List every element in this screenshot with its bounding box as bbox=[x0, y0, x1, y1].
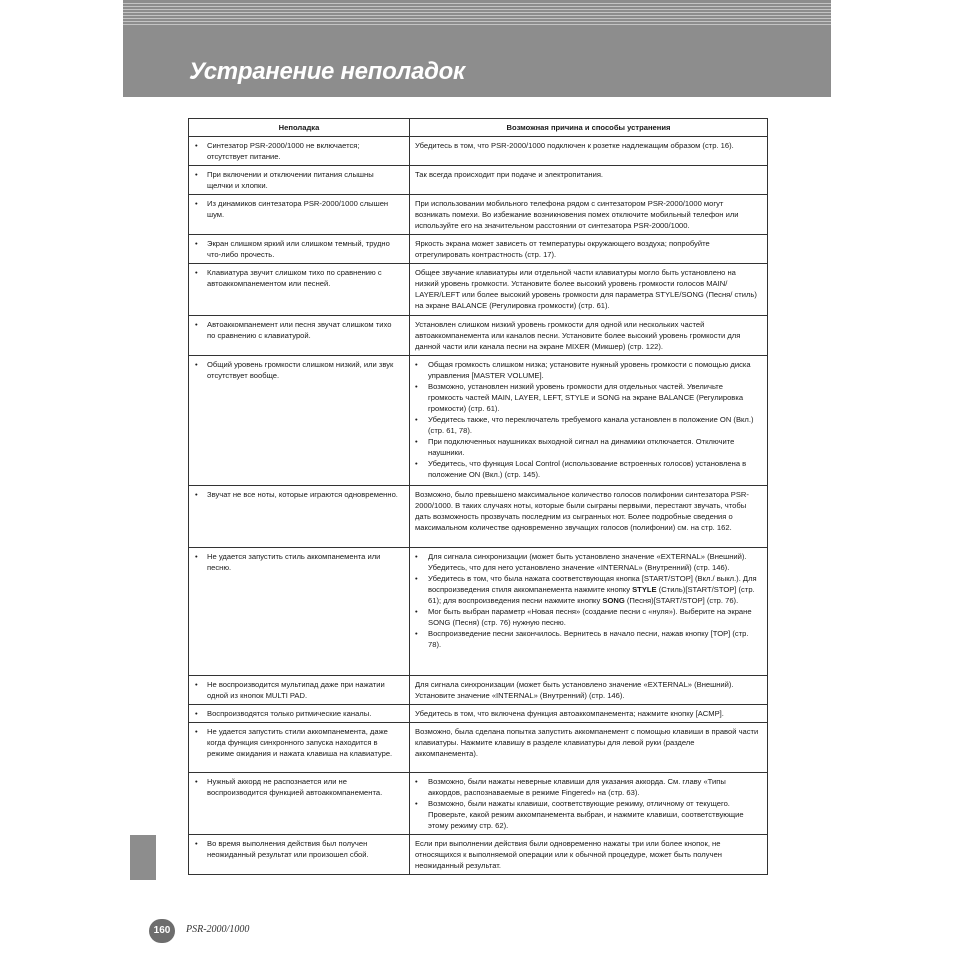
problem-text: Синтезатор PSR-2000/1000 не включается; отсутствует питание. bbox=[207, 141, 360, 161]
problem-text: Экран слишком яркий или слишком темный, трудно что-либо прочесть. bbox=[207, 239, 390, 259]
bullet-icon: • bbox=[195, 320, 198, 329]
list-item: • Воспроизведение песни закончилось. Вернитесь в начало песни, нажав кнопку [TOP] (стр. 78). bbox=[415, 629, 749, 649]
list-item: • Убедитесь в том, что была нажата соответствующая кнопка [START/STOP] (Вкл./ выкл.). Для воспроизведения стиля аккомпанемента нажмите кнопку STYLE (Стиль)[START/STOP] (стр. 61); для воспроизведения песни нажмите кнопку SONG (Песня)[START/STOP] (стр. 76). bbox=[415, 574, 757, 605]
table-row bbox=[189, 676, 768, 705]
bullet-icon: • bbox=[195, 199, 198, 208]
footer-model-name: PSR-2000/1000 bbox=[186, 924, 250, 935]
bullet-icon: • bbox=[195, 360, 198, 369]
problem-text: Общий уровень громкости слишком низкий, или звук отсутствует вообще. bbox=[207, 360, 394, 380]
problem-text: Из динамиков синтезатора PSR-2000/1000 слышен шум. bbox=[207, 199, 389, 219]
bullet-icon: • bbox=[195, 490, 198, 499]
solution-text: Установлен слишком низкий уровень громкости для одной или нескольких частей автоаккомпанемента или каналов песни. Установите более высокий уровень громкости для данной части или канала песни на экране MIXER (Микшер) (стр. 122). bbox=[410, 316, 768, 356]
problem-text: Автоаккомпанемент или песня звучат слишком тихо по сравнению с клавиатурой. bbox=[207, 320, 392, 340]
table-row bbox=[189, 835, 768, 875]
problem-text: Нужный аккорд не распознается или не воспроизводится функцией автоаккомпанемента. bbox=[207, 777, 383, 797]
list-item: • Возможно, установлен низкий уровень громкости для отдельных частей. Увеличьте громкость частей MAIN, LAYER, LEFT, STYLE и SONG на экране BALANCE (Регулировка громкости) (стр. 61). bbox=[415, 382, 744, 413]
table-row bbox=[189, 548, 768, 676]
bullet-icon: • bbox=[195, 268, 198, 277]
solution-text: При использовании мобильного телефона рядом с синтезатором PSR-2000/1000 могут возникать помехи. Во избежание возникновения помех отключите мобильный телефон или используйте его на значительном расстоянии от синтезатора PSR-2000/1000. bbox=[410, 195, 768, 235]
table-row bbox=[189, 195, 768, 235]
bullet-icon: • bbox=[195, 727, 198, 736]
list-item: • Мог быть выбран параметр «Новая песня» (создание песни с «нуля»). Выберите на экране SONG (Песня) (стр. 76) нужную песню. bbox=[415, 607, 752, 627]
problem-text: Не воспроизводится мультипад даже при нажатии одной из кнопок MULTI PAD. bbox=[207, 680, 385, 700]
section-tab bbox=[130, 835, 156, 880]
header-band bbox=[123, 0, 831, 97]
page-title: Устранение неполадок bbox=[189, 58, 465, 85]
column-header-solution: Возможная причина и способы устранения bbox=[410, 119, 768, 137]
table-row bbox=[189, 316, 768, 356]
solution-text: Убедитесь в том, что PSR-2000/1000 подключен к розетке надлежащим образом (стр. 16). bbox=[410, 137, 768, 166]
solution-text: Яркость экрана может зависеть от температуры окружающего воздуха; попробуйте отрегулировать контрастность (стр. 17). bbox=[410, 235, 768, 264]
table-row bbox=[189, 486, 768, 548]
problem-text: При включении и отключении питания слышны щелчки и хлопки. bbox=[207, 170, 374, 190]
bullet-icon: • bbox=[195, 239, 198, 248]
table-header-row bbox=[189, 119, 768, 137]
header-decoration bbox=[123, 0, 831, 28]
solution-text: Возможно, было превышено максимальное количество голосов полифонии синтезатора PSR-2000/1000. В таких случаях ноты, которые были сыграны первыми, перестают звучать, чтобы дать возможность прозвучать последним из сыгранных нот. Более подробные сведения о максимальном количестве одновременно звучащих голосов (полифонии) см. на стр. 162. bbox=[410, 486, 768, 548]
solution-text: Общее звучание клавиатуры или отдельной части клавиатуры могло быть установлено на низкий уровень громкости. Установите более высокий уровень громкости голосов MAIN/ LAYER/LEFT или более высокий уровень громкости для параметра STYLE/SONG (Песня/ стиль) на экране BALANCE (Регулировка громкости) (стр. 61). bbox=[410, 264, 768, 316]
table-row bbox=[189, 356, 768, 486]
bullet-icon: • bbox=[195, 141, 198, 150]
problem-text: Клавиатура звучит слишком тихо по сравнению с автоаккомпанементом или песней. bbox=[207, 268, 382, 288]
problem-text: Не удается запустить стиль аккомпанемента или песню. bbox=[207, 552, 381, 572]
problem-text: Воспроизводятся только ритмические каналы. bbox=[207, 709, 372, 718]
solution-text: Возможно, была сделана попытка запустить аккомпанемент с помощью клавиши в правой части клавиатуры. Нажмите клавишу в разделе клавиатуры для левой руки (разделе аккомпанемента). bbox=[410, 723, 768, 773]
solution-text: Так всегда происходит при подаче и электропитания. bbox=[410, 166, 768, 195]
list-item: • Убедитесь также, что переключатель требуемого канала установлен в положение ON (Вкл.) (стр. 61, 78). bbox=[415, 415, 754, 435]
table-row bbox=[189, 723, 768, 773]
troubleshooting-table bbox=[188, 118, 768, 875]
bullet-icon: • bbox=[195, 777, 198, 786]
bullet-icon: • bbox=[195, 552, 198, 561]
list-item: • Возможно, были нажаты неверные клавиши для указания аккорда. См. главу «Типы аккордов, распознаваемые в режиме Fingered» на (стр. 63). bbox=[415, 777, 726, 797]
column-header-problem: Неполадка bbox=[189, 119, 410, 137]
page-number-badge: 160 bbox=[149, 919, 175, 943]
list-item: • Убедитесь, что функция Local Control (использование встроенных голосов) установлена в положение ON (Вкл.) (стр. 145). bbox=[415, 459, 747, 479]
bullet-icon: • bbox=[195, 170, 198, 179]
list-item: • Для сигнала синхронизации (может быть установлено значение «EXTERNAL» (Внешний). Убедитесь, что для него установлено значение «INTERNAL» (Внутренний) (стр. 146). bbox=[415, 552, 747, 572]
solution-text: Для сигнала синхронизации (может быть установлено значение «EXTERNAL» (Внешний). Установите значение «INTERNAL» (Внутренний) (стр. 146). bbox=[410, 676, 768, 705]
list-item: • При подключенных наушниках выходной сигнал на динамики отключается. Отключите наушники. bbox=[415, 437, 735, 457]
table-row bbox=[189, 137, 768, 166]
table-row bbox=[189, 705, 768, 723]
table-row bbox=[189, 166, 768, 195]
list-item: • Возможно, были нажаты клавиши, соответствующие режиму, отличному от текущего. Проверьте, какой режим аккомпанемента выбран, и нажмите клавиши, соответствующие этому режиму стр. 62). bbox=[415, 799, 744, 830]
solution-list bbox=[415, 359, 759, 480]
list-item: • Общая громкость слишком низка; установите нужный уровень громкости с помощью диска управления [MASTER VOLUME]. bbox=[415, 360, 751, 380]
solution-list bbox=[415, 551, 759, 650]
table-row bbox=[189, 235, 768, 264]
table-row bbox=[189, 773, 768, 835]
bullet-icon: • bbox=[195, 839, 198, 848]
problem-text: Не удается запустить стили аккомпанемента, даже когда функция синхронного запуска находится в режиме ожидания и нажата клавиша на клавиатуре. bbox=[207, 727, 393, 758]
solution-list bbox=[415, 776, 759, 831]
problem-text: Звучат не все ноты, которые играются одновременно. bbox=[207, 490, 398, 499]
problem-text: Во время выполнения действия был получен неожиданный результат или произошел сбой. bbox=[207, 839, 369, 859]
table-row bbox=[189, 264, 768, 316]
solution-text: Убедитесь в том, что включена функция автоаккомпанемента; нажмите кнопку [ACMP]. bbox=[410, 705, 768, 723]
solution-text: Если при выполнении действия были одновременно нажаты три или более кнопок, не относящихся к выполняемой операции или к обычной процедуре, может быть получен неожиданный результат. bbox=[410, 835, 768, 875]
bullet-icon: • bbox=[195, 709, 198, 718]
bullet-icon: • bbox=[195, 680, 198, 689]
